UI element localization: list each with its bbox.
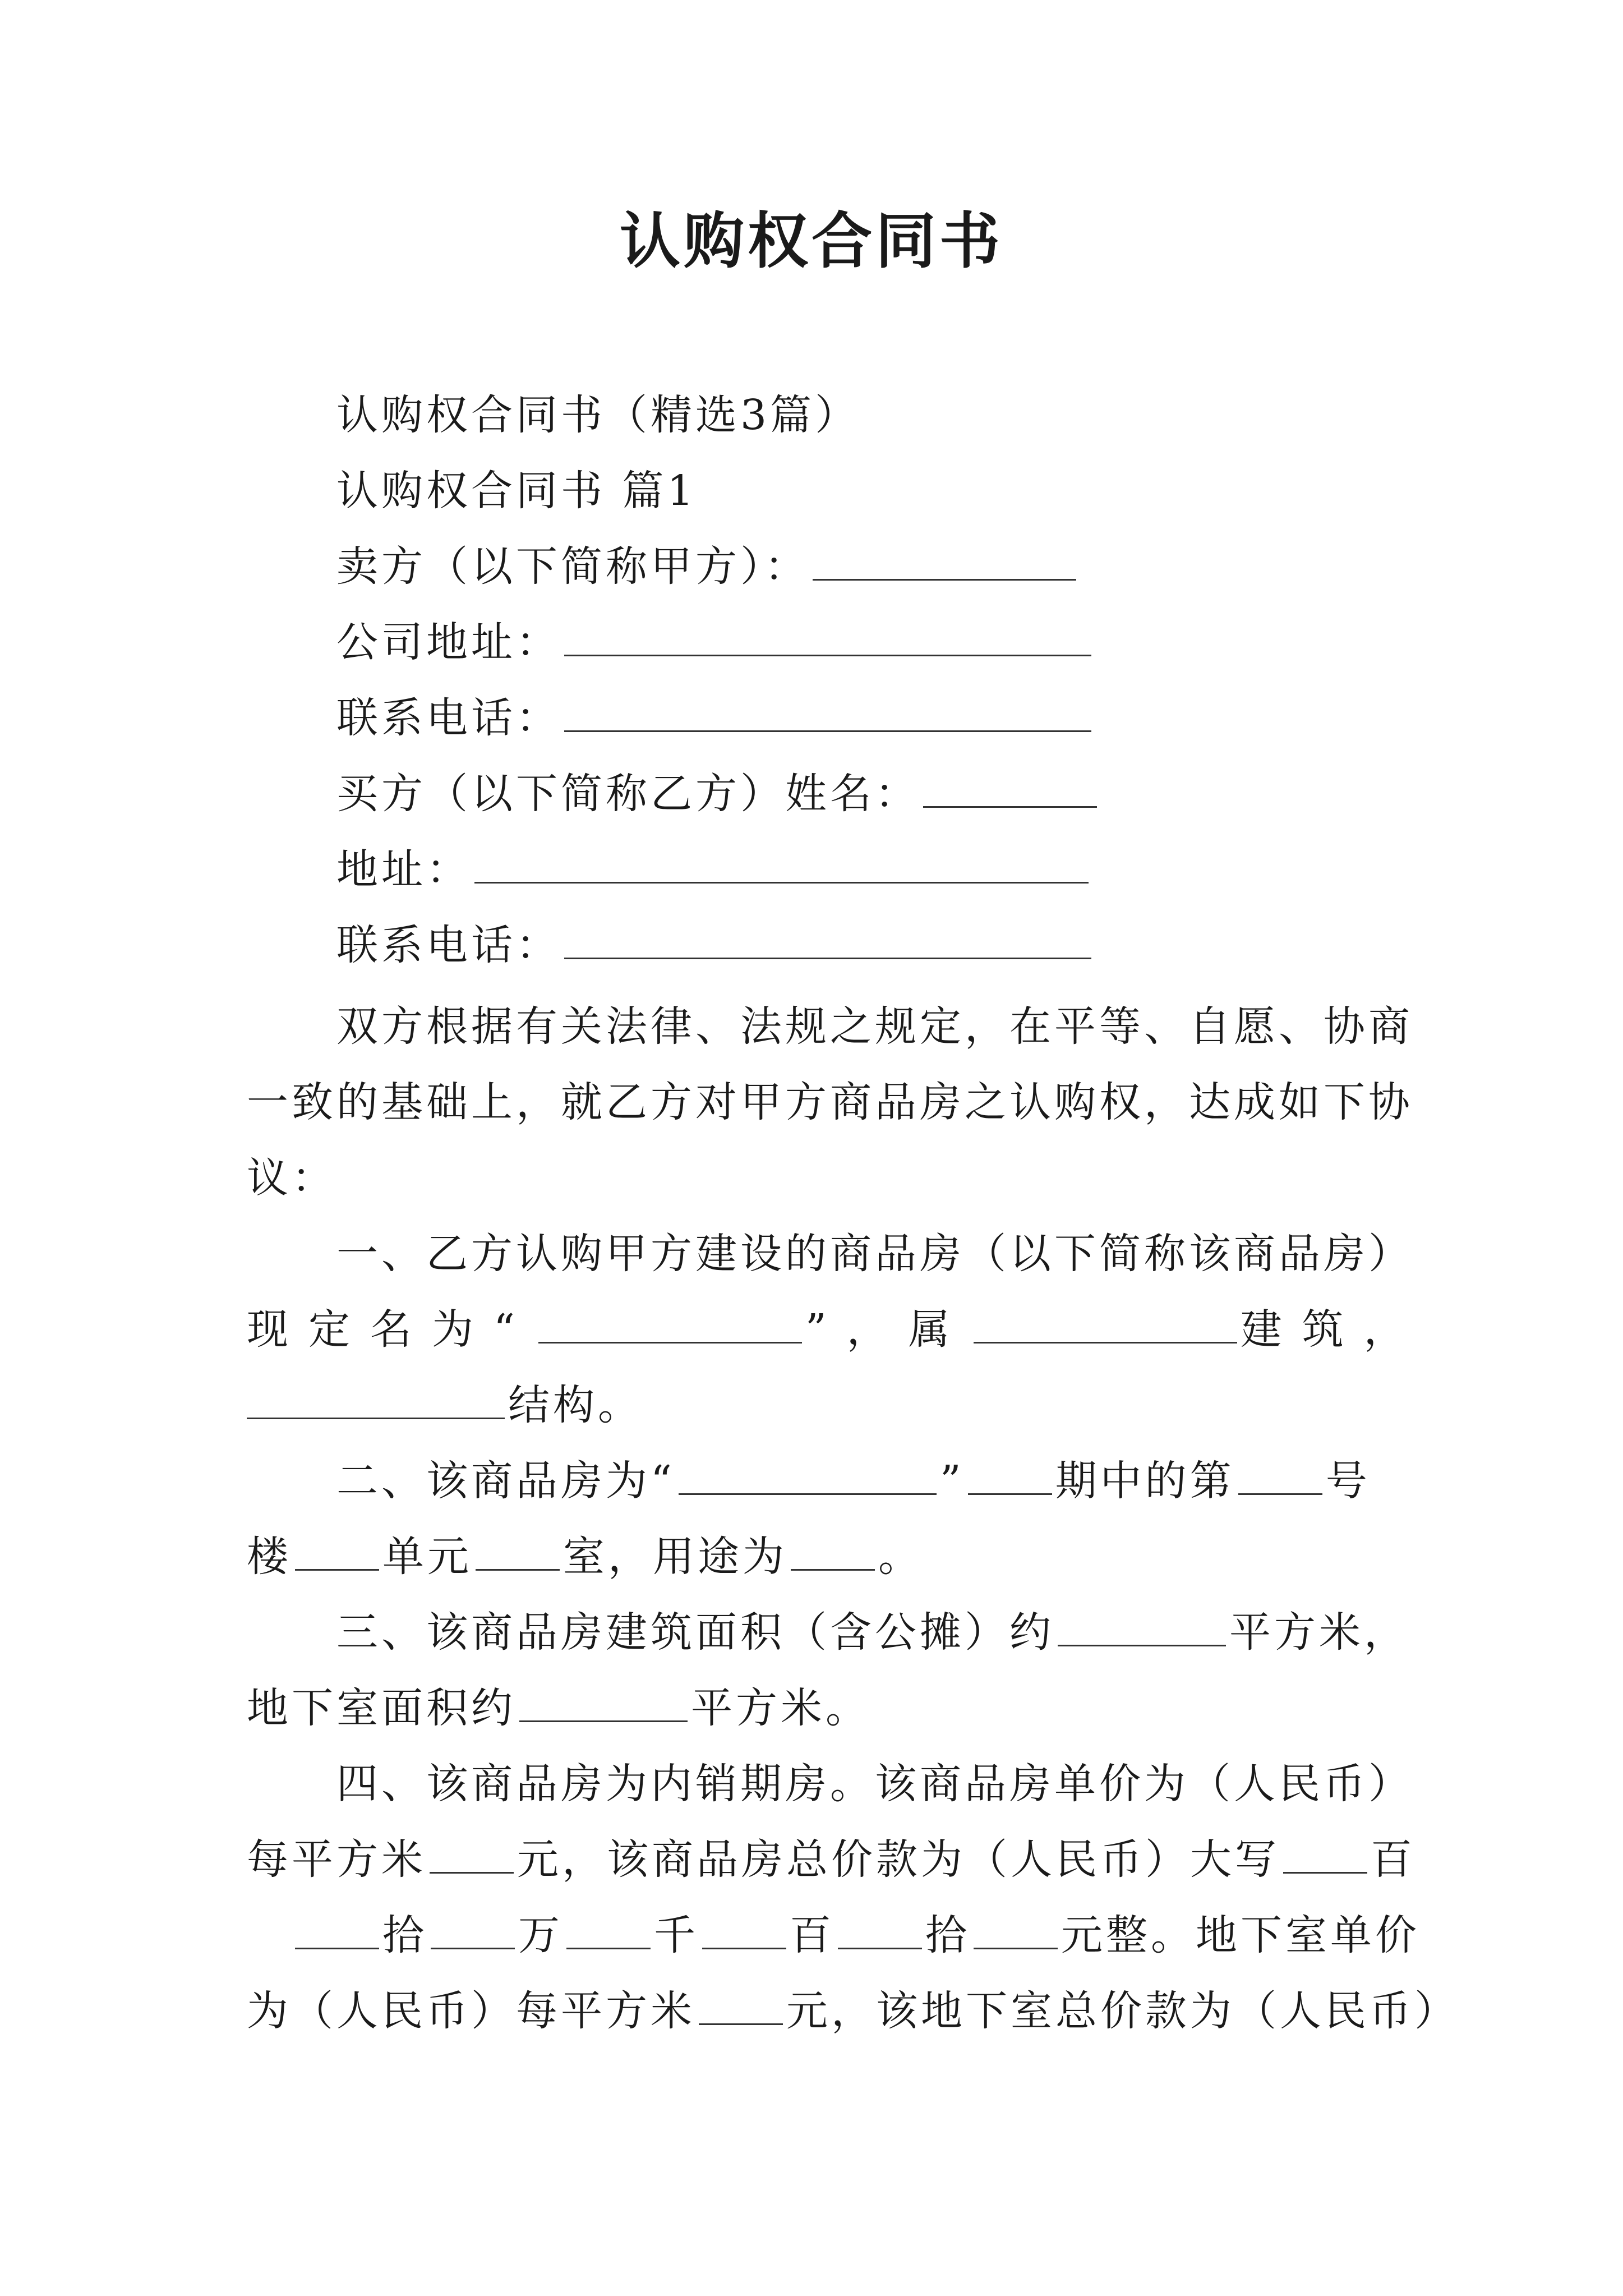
clause3-line-2 [247, 1680, 870, 1736]
seller-address-row [336, 614, 1095, 670]
clause4-line-1: 四、该商品房为内销期房。该商品房单价为（人民币） [336, 1760, 1413, 1808]
buyer-name-blank [923, 767, 1097, 808]
clause1-text-4: 结构。 [508, 1381, 643, 1429]
seller-row [336, 539, 1080, 595]
document-title: 认购权合同书 [619, 206, 1003, 277]
clause4-digit-blank-4 [702, 1908, 786, 1949]
intro-line-2: 认购权合同书 篇1 [336, 467, 697, 515]
clause4-text-1: 每平方米 [247, 1835, 426, 1884]
clause4-digit-blank-6 [974, 1908, 1058, 1949]
buyer-phone-row [336, 917, 1095, 973]
clause2-phase-blank [968, 1454, 1052, 1495]
buyer-address-label: 地址： [336, 845, 471, 894]
clause4-unit-1: 拾 [382, 1911, 427, 1959]
clause2-text-4: 号 [1325, 1457, 1371, 1505]
buyer-phone-label: 联系电话： [336, 921, 561, 969]
clause4-basement-price-blank [699, 1984, 783, 2025]
seller-phone-blank [564, 691, 1091, 732]
clause3-basement-area-blank [519, 1681, 688, 1722]
clause4-digit-blank-1 [295, 1908, 379, 1949]
clause2-number-blank [1238, 1454, 1322, 1495]
clause4-line-3 [292, 1907, 1420, 1963]
clause1-name-blank [538, 1303, 802, 1343]
clause4-unit-5: 拾 [925, 1911, 970, 1959]
clause4-line-2 [247, 1832, 1415, 1888]
seller-address-label: 公司地址： [336, 618, 561, 666]
clause4-unit-2: 万 [518, 1911, 563, 1959]
clause4-unit-4: 百 [790, 1911, 834, 1959]
intro-line-1: 认购权合同书（精选3篇） [336, 391, 860, 439]
clause2-text-8: 。 [878, 1533, 923, 1581]
clause4-digit-blank-3 [566, 1908, 651, 1949]
clause2-text-5: 楼 [247, 1533, 292, 1581]
clause2-text-6: 单元 [382, 1533, 472, 1581]
buyer-address-row [336, 841, 1092, 898]
clause3-text-4: 平方米。 [691, 1684, 870, 1732]
clause4-digit-blank-2 [431, 1908, 515, 1949]
preamble-line-1: 双方根据有关法律、法规之规定，在平等、自愿、协商 [336, 1002, 1413, 1051]
clause4-hundred-million-blank [1283, 1833, 1367, 1874]
clause2-text-7: 室，用途为 [563, 1533, 787, 1581]
seller-label: 卖方（以下简称甲方）： [336, 542, 809, 591]
clause3-text-1: 三、该商品房建筑面积（含公摊）约 [336, 1608, 1054, 1657]
clause2-building-blank [295, 1530, 379, 1571]
clause4-line-4 [247, 1983, 1459, 2039]
seller-phone-label: 联系电话： [336, 694, 561, 742]
clause2-use-blank [791, 1530, 875, 1571]
clause4-unit-3: 千 [654, 1911, 699, 1959]
clause3-area-blank [1058, 1605, 1226, 1646]
clause4-digit-blank-5 [838, 1908, 922, 1949]
buyer-address-blank [474, 843, 1089, 884]
preamble-line-3: 议： [247, 1154, 336, 1202]
clause4-text-3: 百 [1371, 1835, 1415, 1884]
buyer-label: 买方（以下简称乙方）姓名： [336, 770, 920, 818]
clause4-unit-price-blank [430, 1833, 514, 1874]
clause2-text-3: 期中的第 [1055, 1457, 1235, 1505]
clause2-text-1: 二、该商品房为“ [336, 1457, 675, 1505]
buyer-row [336, 766, 1100, 822]
clause1-line-1: 一、乙方认购甲方建设的商品房（以下简称该商品房） [336, 1230, 1413, 1278]
clause2-line-2 [247, 1529, 923, 1585]
clause4-text-2: 元，该商品房总价款为（人民币）大写 [517, 1835, 1280, 1884]
clause4-unit-6: 元整。地下室单价 [1061, 1911, 1420, 1959]
clause1-line-3 [247, 1377, 643, 1433]
clause1-type-blank [974, 1303, 1237, 1343]
clause2-project-blank [679, 1454, 937, 1495]
clause2-text-2: ” [939, 1457, 965, 1505]
seller-name-blank [813, 540, 1076, 581]
clause1-text-1: 现定名为“ [247, 1305, 535, 1354]
clause1-structure-blank [247, 1378, 505, 1419]
clause3-line-1 [336, 1604, 1409, 1660]
clause3-text-2: 平方米， [1229, 1608, 1409, 1657]
clause1-text-3: 建筑， [1240, 1305, 1426, 1354]
clause4-text-5: 元，该地下室总价款为（人民币） [786, 1987, 1459, 2035]
clause4-text-4: 为（人民币）每平方米 [247, 1987, 695, 2035]
clause1-line-2 [247, 1301, 1426, 1358]
seller-address-blank [564, 615, 1091, 656]
clause2-line-1 [336, 1453, 1371, 1509]
seller-phone-row [336, 690, 1095, 746]
preamble-line-2: 一致的基础上，就乙方对甲方商品房之认购权，达成如下协 [247, 1078, 1413, 1126]
buyer-phone-blank [564, 918, 1091, 959]
clause3-text-3: 地下室面积约 [247, 1684, 516, 1732]
clause2-unit-blank [476, 1530, 560, 1571]
clause1-text-2: ”，属 [805, 1305, 970, 1354]
